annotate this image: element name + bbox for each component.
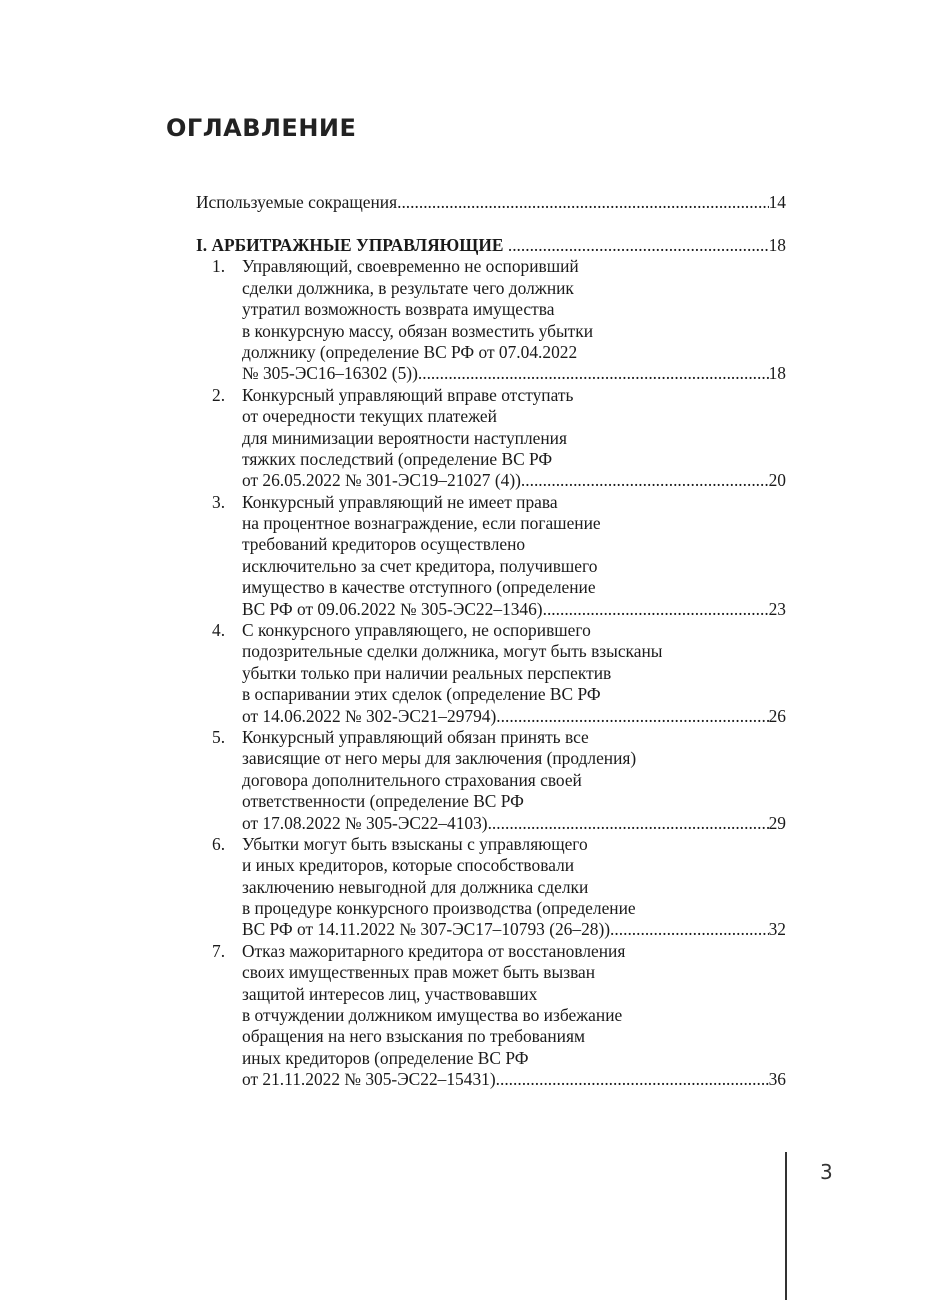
- toc-item-line: [242, 1026, 786, 1047]
- toc-item-text: иных кредиторов (определение ВС РФ: [242, 1047, 529, 1068]
- toc-item-text: для минимизации вероятности наступления: [242, 427, 567, 448]
- dot-leader: [418, 363, 769, 384]
- toc-page-number: 23: [768, 598, 786, 619]
- toc-item-line: [242, 278, 786, 299]
- toc-item-text: подозрительные сделки должника, могут быть взысканы: [242, 641, 663, 662]
- toc-item-text: должнику (определение ВС РФ от 07.04.2022: [242, 341, 578, 362]
- toc-page-number: 20: [768, 470, 786, 491]
- toc-item-line: [242, 791, 786, 812]
- toc-item-line: [242, 620, 786, 641]
- page-number: 3: [820, 1160, 833, 1184]
- toc-item[interactable]: [196, 834, 786, 941]
- toc-item[interactable]: [196, 620, 786, 727]
- toc-item-text: от очередности текущих платежей: [242, 406, 497, 427]
- toc-items: [196, 256, 786, 1090]
- toc-item-text: зависящие от него меры для заключения (продления): [242, 748, 637, 769]
- toc-section-heading[interactable]: [196, 235, 786, 256]
- dot-leader: [496, 706, 768, 727]
- toc-item-line: [242, 556, 786, 577]
- toc-item-text: в процедуре конкурсного производства (определение: [242, 898, 636, 919]
- toc-item-text: от 14.06.2022 № 302-ЭС21–29794): [242, 705, 497, 726]
- toc-page-number: 29: [768, 812, 786, 833]
- toc-item-text: Конкурсный управляющий обязан принять все: [242, 726, 589, 747]
- toc-item-text: Конкурсный управляющий вправе отступать: [242, 384, 574, 405]
- toc-item-line: [242, 898, 786, 919]
- toc-item-line: [242, 599, 786, 620]
- toc-item-text: имущество в качестве отступного (определение: [242, 577, 596, 598]
- toc-item-text: в оспаривании этих сделок (определение ВС РФ: [242, 684, 601, 705]
- toc-entry-text: Используемые сокращения: [196, 192, 398, 212]
- toc-item-line: [242, 299, 786, 320]
- toc-item-line: [242, 855, 786, 876]
- margin-rule: [785, 1152, 787, 1300]
- section-title: I. АРБИТРАЖНЫЕ УПРАВЛЯЮЩИЕ: [196, 234, 504, 255]
- toc-item-text: ВС РФ от 14.11.2022 № 307-ЭС17–10793 (26–28)): [242, 919, 611, 940]
- toc-item-text: Убытки могут быть взысканы с управляющего: [242, 833, 588, 854]
- dot-leader: [543, 599, 769, 620]
- toc-item[interactable]: [196, 941, 786, 1091]
- toc-item-line: [242, 727, 786, 748]
- toc-item-line: [242, 984, 786, 1005]
- toc-item[interactable]: [196, 492, 786, 620]
- toc-item-line: [242, 428, 786, 449]
- toc-item-line: [242, 534, 786, 555]
- toc-item-line: [242, 577, 786, 598]
- toc-item-line: [242, 663, 786, 684]
- toc-item-line: [242, 770, 786, 791]
- toc-item-line: [242, 449, 786, 470]
- toc-item-text: С конкурсного управляющего, не оспорившего: [242, 620, 591, 641]
- toc-item[interactable]: [196, 256, 786, 384]
- toc-item-text: Отказ мажоритарного кредитора от восстановления: [242, 940, 626, 961]
- dot-leader: [496, 1069, 769, 1090]
- toc-item-text: № 305-ЭС16–16302 (5)): [242, 363, 418, 384]
- toc-item-number: 1.: [212, 256, 226, 277]
- toc-item-number: 5.: [212, 726, 226, 747]
- toc-item-line: [242, 834, 786, 855]
- toc-item-text: договора дополнительного страхования своей: [242, 769, 582, 790]
- toc-item-text: в конкурсную массу, обязан возместить убытки: [242, 320, 594, 341]
- toc-item-number: 3.: [212, 491, 226, 512]
- toc-page-number: 14: [768, 192, 786, 212]
- toc-item-line: [242, 385, 786, 406]
- toc-item[interactable]: [196, 727, 786, 834]
- toc-page-number: 18: [768, 234, 786, 255]
- toc-item-line: [242, 406, 786, 427]
- toc-item-line: [242, 941, 786, 962]
- dot-leader: [397, 192, 769, 213]
- toc-item-text: в отчуждении должником имущества во избежание: [242, 1005, 623, 1026]
- toc-item-text: ответственности (определение ВС РФ: [242, 791, 524, 812]
- toc-page-number: 32: [768, 919, 786, 940]
- dot-leader: [610, 919, 769, 940]
- toc-item-text: исключительно за счет кредитора, получившего: [242, 555, 598, 576]
- toc-item-text: Управляющий, своевременно не оспоривший: [242, 256, 579, 277]
- toc-item-line: [242, 748, 786, 769]
- dot-leader: [503, 235, 768, 256]
- toc-item-text: на процентное вознаграждение, если погашение: [242, 513, 601, 534]
- toc-item-text: от 21.11.2022 № 305-ЭС22–15431): [242, 1069, 496, 1090]
- table-of-contents: [196, 192, 786, 1091]
- toc-page-number: 26: [768, 705, 786, 726]
- toc-item-text: от 17.08.2022 № 305-ЭС22–4103): [242, 812, 488, 833]
- toc-item-text: утратил возможность возврата имущества: [242, 299, 555, 320]
- toc-item-line: [242, 813, 786, 834]
- toc-item-text: защитой интересов лиц, участвовавших: [242, 983, 538, 1004]
- toc-item-number: 2.: [212, 384, 226, 405]
- toc-item-line: [242, 470, 786, 491]
- toc-item-text: требований кредиторов осуществлено: [242, 534, 526, 555]
- dot-leader: [488, 813, 769, 834]
- toc-item-line: [242, 513, 786, 534]
- dot-leader: [521, 470, 769, 491]
- toc-item-text: ВС РФ от 09.06.2022 № 305-ЭС22–1346): [242, 598, 543, 619]
- toc-page-number: 18: [768, 363, 786, 384]
- toc-item-line: [242, 1005, 786, 1026]
- toc-item-text: своих имущественных прав может быть вызван: [242, 962, 596, 983]
- toc-item-line: [242, 1048, 786, 1069]
- toc-item-line: [242, 363, 786, 384]
- toc-item-line: [242, 256, 786, 277]
- toc-item-line: [242, 492, 786, 513]
- toc-item-text: тяжких последствий (определение ВС РФ: [242, 448, 553, 469]
- toc-page-number: 36: [768, 1069, 786, 1090]
- toc-item-number: 4.: [212, 620, 226, 641]
- toc-item-text: обращения на него взыскания по требованиям: [242, 1026, 585, 1047]
- toc-item-line: [242, 962, 786, 983]
- page-title: ОГЛАВЛЕНИЕ: [166, 114, 357, 142]
- toc-item-text: Конкурсный управляющий не имеет права: [242, 491, 558, 512]
- toc-item-line: [242, 706, 786, 727]
- toc-item-text: сделки должника, в результате чего должник: [242, 277, 574, 298]
- toc-item[interactable]: [196, 385, 786, 492]
- toc-item-line: [242, 684, 786, 705]
- toc-item-text: убытки только при наличии реальных перспектив: [242, 662, 612, 683]
- toc-item-line: [242, 641, 786, 662]
- toc-item-line: [242, 919, 786, 940]
- toc-item-line: [242, 321, 786, 342]
- toc-item-line: [242, 877, 786, 898]
- toc-item-text: и иных кредиторов, которые способствовали: [242, 855, 575, 876]
- toc-item-number: 7.: [212, 940, 226, 961]
- toc-item-text: от 26.05.2022 № 301-ЭС19–21027 (4)): [242, 470, 521, 491]
- toc-item-text: заключению невыгодной для должника сделки: [242, 876, 589, 897]
- toc-entry-abbreviations[interactable]: [196, 192, 786, 213]
- toc-item-number: 6.: [212, 833, 226, 854]
- toc-item-line: [242, 1069, 786, 1090]
- toc-item-line: [242, 342, 786, 363]
